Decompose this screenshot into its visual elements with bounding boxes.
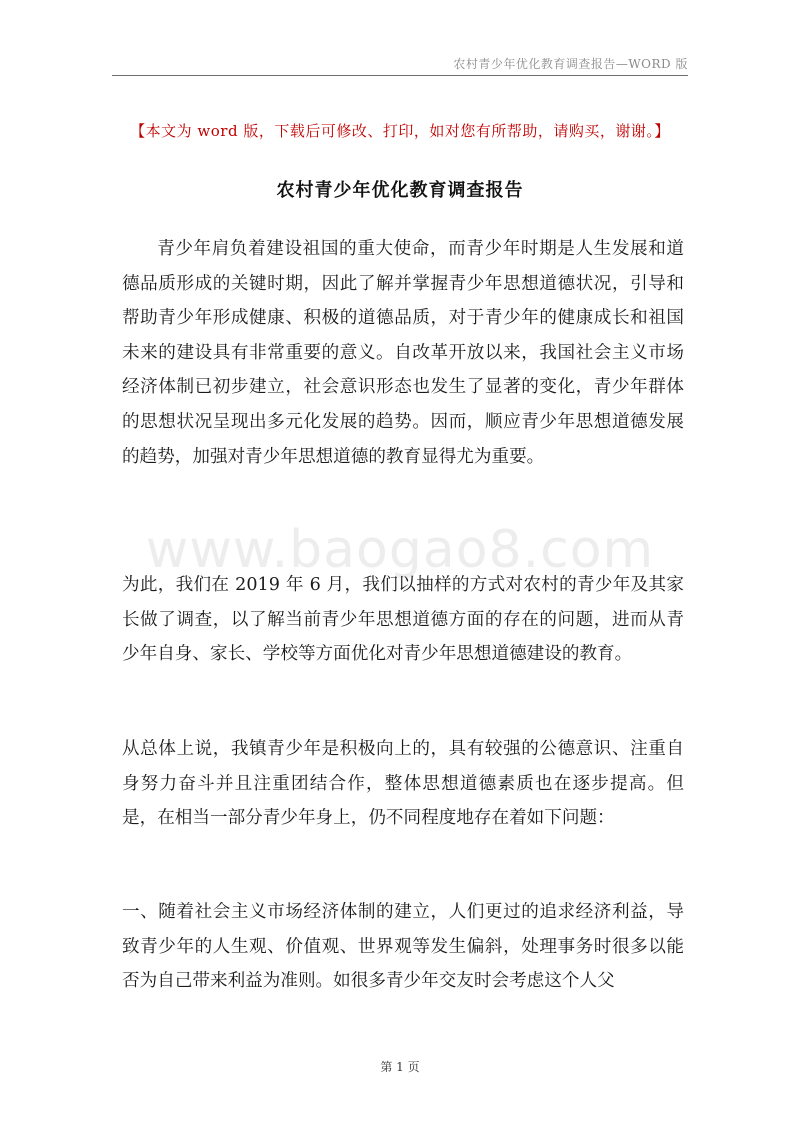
document-title: 农村青少年优化教育调查报告	[276, 180, 524, 201]
download-notice: 【本文为 word 版，下载后可修改、打印，如对您有所帮助，请购买，谢谢。】	[130, 122, 670, 140]
paragraph-4: 一、随着社会主义市场经济体制的建立，人们更过的追求经济利益，导致青少年的人生观、价值观、世界观等发生偏斜，处理事务时很多以能否为自己带来利益为准则。如很多青少年交友时会考虑这个人父	[122, 902, 684, 992]
paragraph-2: 为此，我们在 2019 年 6 月，我们以抽样的方式对农村的青少年及其家长做了调查，以了解当前青少年思想道德方面的存在的问题，进而从青少年自身、家长、学校等方面优化对青少年思想道德建设的教育。	[122, 575, 684, 665]
running-header: 农村青少年优化教育调查报告—WORD 版	[453, 57, 688, 71]
page-number: 第 1 页	[380, 1060, 420, 1074]
paragraph-1: 青少年肩负着建设祖国的重大使命，而青少年时期是人生发展和道德品质形成的关键时期，因此了解并掌握青少年思想道德状况，引导和帮助青少年形成健康、积极的道德品质，对于青少年的健康成长和祖国未来的建设具有非常重要的意义。自改革开放以来，我国社会主义市场经济体制已初步建立，社会意识形态也发生了显著的变化，青少年群体的思想状况呈现出多元化发展的趋势。因而，顺应青少年思想道德发展的趋势，加强对青少年思想道德的教育显得尤为重要。	[122, 239, 684, 467]
header-divider	[112, 75, 688, 76]
paragraph-3: 从总体上说，我镇青少年是积极向上的，具有较强的公德意识、注重自身努力奋斗并且注重团结合作，整体思想道德素质也在逐步提高。但是，在相当一部分青少年身上，仍不同程度地存在着如下问题：	[122, 739, 684, 829]
watermark: www.baogao8.com	[145, 520, 655, 580]
